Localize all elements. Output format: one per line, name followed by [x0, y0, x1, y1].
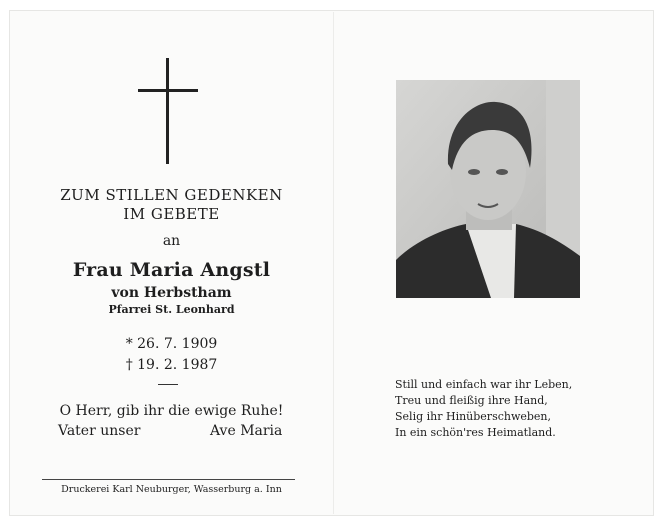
death-date: † 19. 2. 1987: [125, 357, 218, 373]
poem-line: In ein schön'res Heimatland.: [395, 426, 556, 439]
deceased-name: Frau Maria Angstl: [72, 259, 271, 281]
prayer-ave-maria: Ave Maria: [210, 423, 283, 439]
parish-text: Pfarrei St. Leonhard: [108, 303, 235, 316]
portrait-photo: [396, 80, 580, 298]
printer-divider: [42, 479, 295, 480]
left-panel: [10, 10, 333, 516]
heading-line1: ZUM STILLEN GEDENKEN: [60, 186, 283, 204]
birth-date: * 26. 7. 1909: [125, 336, 218, 352]
poem-line: Still und einfach war ihr Leben,: [395, 378, 573, 391]
card-fold-line: [333, 12, 334, 514]
memorial-poem: [395, 377, 635, 441]
poem-line: Selig ihr Hinüberschweben,: [395, 410, 552, 423]
printer-credit: Druckerei Karl Neuburger, Wasserburg a. Inn: [61, 484, 282, 495]
poem-line: Treu und fleißig ihre Hand,: [395, 394, 548, 407]
origin-text: von Herbstham: [111, 285, 232, 301]
prayer-vater-unser: Vater unser: [58, 423, 141, 439]
cross-icon: [138, 58, 198, 164]
heading-line2: IM GEBETE: [123, 205, 220, 223]
an-text: an: [162, 233, 181, 249]
divider-dash: [158, 384, 178, 385]
prayer-line: O Herr, gib ihr die ewige Ruhe!: [59, 403, 284, 419]
